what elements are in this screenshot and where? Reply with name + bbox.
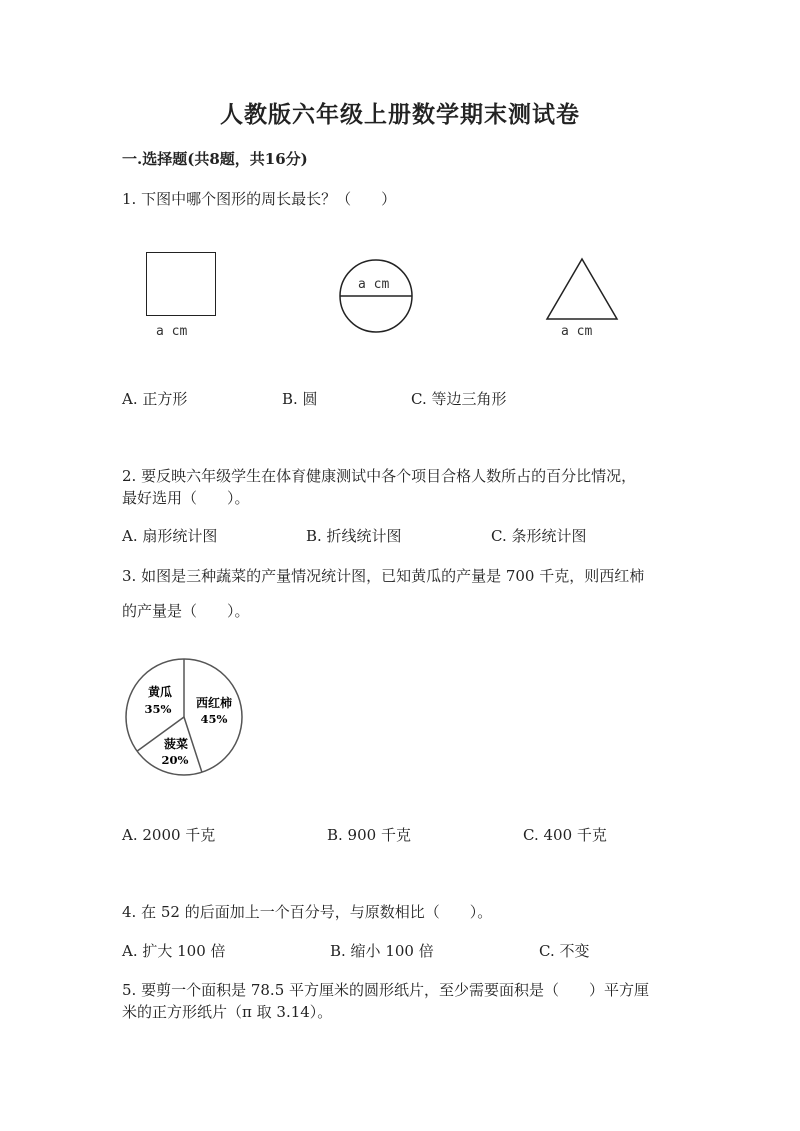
q1-option-b: B. 圆: [282, 390, 318, 408]
page-title: 人教版六年级上册数学期末测试卷: [220, 101, 580, 128]
q4-option-a: A. 扩大 100 倍: [122, 942, 226, 960]
pie-label-spinach: 菠菜: [163, 737, 189, 751]
q3-option-c: C. 400 千克: [523, 826, 607, 844]
q3-option-a: A. 2000 千克: [122, 826, 216, 844]
q1-option-a: A. 正方形: [122, 390, 188, 408]
pie-label-tomato: 西红柿: [195, 696, 233, 710]
circle-diameter-label: a cm: [358, 277, 390, 292]
pie-percent-tomato: 45%: [200, 712, 228, 726]
square-figure: [146, 252, 216, 316]
circle-figure: [336, 256, 416, 336]
question-2-line-1: 2. 要反映六年级学生在体育健康测试中各个项目合格人数所占的百分比情况，: [122, 467, 637, 485]
triangle-label: a cm: [561, 324, 593, 339]
triangle-figure: [544, 256, 620, 322]
question-4: 4. 在 52 的后面加上一个百分号，与原数相比（ ）。: [122, 903, 493, 921]
pie-label-cucumber: 黄瓜: [147, 685, 173, 699]
pie-chart: [120, 654, 250, 780]
q4-option-c: C. 不变: [539, 942, 590, 960]
square-label: a cm: [156, 324, 188, 339]
question-3-line-2: 的产量是（ ）。: [122, 602, 250, 620]
q2-option-b: B. 折线统计图: [306, 527, 402, 545]
section-heading: 一.选择题(共8题，共16分): [122, 150, 308, 168]
q2-option-c: C. 条形统计图: [491, 527, 587, 545]
question-1: 1. 下图中哪个图形的周长最长？（ ）: [122, 190, 397, 208]
q1-option-c: C. 等边三角形: [411, 390, 507, 408]
question-3-line-1: 3. 如图是三种蔬菜的产量情况统计图，已知黄瓜的产量是 700 千克，则西红柿: [122, 567, 645, 585]
pie-percent-spinach: 20%: [161, 753, 189, 767]
q4-option-b: B. 缩小 100 倍: [330, 942, 434, 960]
question-5-line-2: 米的正方形纸片（π 取 3.14）。: [122, 1003, 333, 1021]
q3-option-b: B. 900 千克: [327, 826, 411, 844]
pie-percent-cucumber: 35%: [144, 702, 172, 716]
q2-option-a: A. 扇形统计图: [122, 527, 218, 545]
question-2-line-2: 最好选用（ ）。: [122, 489, 250, 507]
question-5-line-1: 5. 要剪一个面积是 78.5 平方厘米的圆形纸片，至少需要面积是（ ）平方厘: [122, 981, 650, 999]
